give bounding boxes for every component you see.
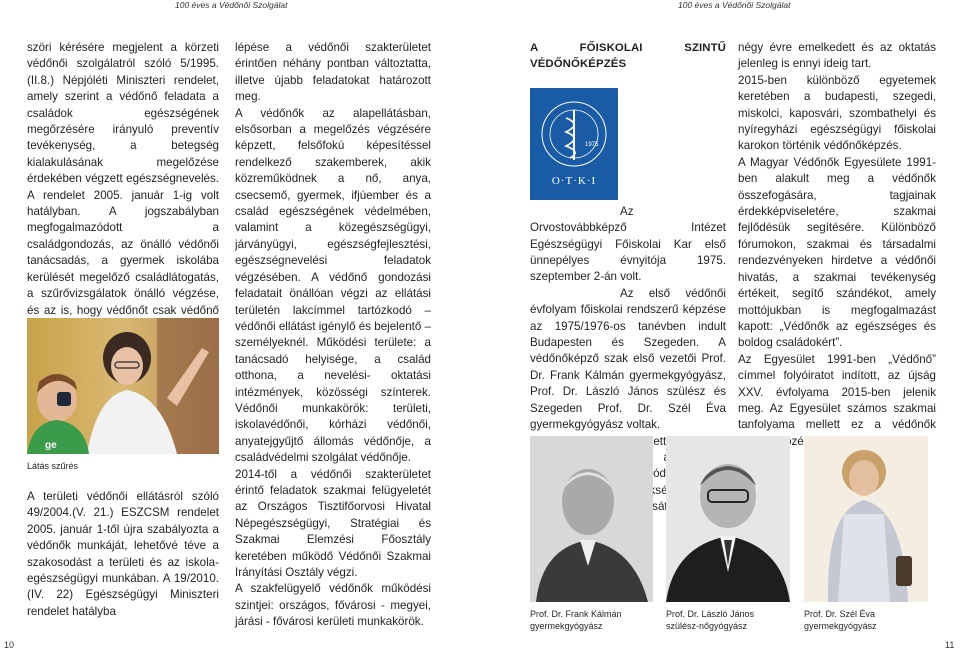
vision-screening-image: [27, 318, 219, 454]
paragraph: A Magyar Védőnők Egyesülete 1991-ben alakult meg a védőnők összefogására, tagjainak érdekképviseletére, szakmai fejlődésük segítésére. Különböző fórumokon, szakmai és társadalmi rendezvényeken hirdetve a védőnői hivatás, a szakmai tevékenység értékeit, segítő szándékot, amely mottójukban is megfogalmazást kapott: „Védőnők az egészséges és boldog családokért”.: [738, 155, 936, 350]
portrait-role: gyermekgyógyász: [804, 621, 877, 631]
portrait-name: Prof. Dr. Frank Kálmán: [530, 609, 622, 619]
otki-emblem-icon: [530, 88, 618, 200]
paragraph: szükségessé: [631, 483, 699, 497]
photo-caption: Látás szűrés: [27, 461, 79, 471]
paragraph: Az Orvostovábbképző Intézet Egészségügyi Főiskolai Kar első ünnepélyes évnyitója 1975. szeptember 2-án volt.: [530, 204, 726, 284]
portrait-image: [530, 436, 653, 602]
portrait-laszlo-janos: [666, 436, 790, 602]
portrait-image: [804, 436, 928, 602]
page-number-right: 11: [945, 640, 955, 650]
portrait-caption-2: [666, 608, 754, 632]
column-2: [235, 40, 431, 631]
paragraph: 2015-ben különböző egyetemek keretében a budapesti, szegedi, miskolci, kaposvári, szombathelyi és nyíregyházi egészségügyi főiskolai karokon történik védőnőképzés.: [738, 73, 936, 153]
logo-year: 1975: [585, 141, 599, 148]
column-4: [738, 40, 936, 450]
page-number-left: 10: [4, 640, 15, 650]
svg-text:ge: ge: [45, 440, 57, 451]
portrait-name: Prof. Dr. Szél Éva: [804, 609, 876, 619]
paragraph: A szakfelügyelő védőnők működési szintjei: országos, fővárosi - megyei, járási - fővárosi kerületi munkakörök.: [235, 582, 431, 629]
running-header-left: 100 éves a Védőnői Szolgálat: [175, 0, 288, 10]
portrait-role: gyermekgyógyász: [530, 621, 603, 631]
portrait-image: [666, 436, 790, 602]
paragraph: A területi védőnői ellátásról szóló 49/2004.(V. 21.) ESZCSM rendelet 2005. január 1-től újra szabályozta a védőnők munkáját, lehetővé téve a szakosodást a területi és az iskola-egészségügyi munkában. A 19/2010. (IV. 22) Egészségügyi Miniszteri rendelet hatályba: [27, 490, 219, 618]
vision-screening-photo: [27, 318, 219, 454]
logo-text: O·T·K·I: [551, 174, 597, 187]
running-header-right: 100 éves a Védőnői Szolgálat: [678, 0, 791, 10]
portrait-szel-eva: [804, 436, 928, 602]
otki-logo: [530, 88, 618, 200]
paragraph: 2014-től a védőnői szakterületet érintő feladatok szakmai felügyeletét az Országos Tisztifőorvosi Hivatal Népegészségügyi, Stratégiai és Szakmai Elemzési Főosztály keretében működő Védőnői Szakmai Irányítási Osztály végzi.: [235, 467, 431, 579]
portrait-role: szülész-nőgyógyász: [666, 621, 748, 631]
paragraph: Az Egyesület 1991-ben „Védőnő” címmel folyóiratot indított, az újság XXV. évfolyama 2015-ben jelenik meg. Az Egyesület számos szakmai tanfolyama mellett ez a védőnők: [738, 352, 936, 432]
paragraph: négy évre emelkedett és az oktatás jelenleg is ennyi ideig tart.: [738, 41, 936, 71]
paragraph: Az első védőnői évfolyam főiskolai rendszerű képzése az 1975/1976-os tanévben indult Budapesten és Szegeden. A védőnőképző szak első vezetői Prof. Dr. Frank Kálmán gyermekgyógyász, Prof. Dr. László János szülész és Szegeden Prof. Dr. Szél Éva gyermekgyógyász voltak.: [530, 286, 726, 432]
paragraph: A védőnők az alapellátásban, elsősorban a megelőzés végzésére képzett, felsőfokú képesítéssel rendelkező szakemberek, akik közreműködnek a nő, anya, csecsemő, gyermek, ifjúember és a család egészségének védelmében, valamint a közegészségügyi, járványügyi, egészségfejlesztési, egészségnevelési feladatok végzésében. A védőnő gondozási feladatait önállóan végzi az ellátási területén lakcímmel tartózkodó – védőnői ellátást igénylő és bejelentő – személyeknél. Működési területe: a tanácsadó helyisége, a család otthona, a nevelési- oktatási intézmények, közösségi színterek. Védőnői munkakörök: területi, iskolavédőnői, kórházi védőnői, anyatejgyűjtő állomás védőnője, a családvédelmi szolgálat védőnője.: [235, 106, 431, 465]
paragraph: szöri kérésére megjelent a körzeti védőnői szolgálatról szóló 5/1995.(II.8.) Népjóléti Miniszteri rendelet, amely szerint a védőnő feladata a családok egészségének megőrzésére irányuló preventív tevékenység, a betegség kialakulásának megelőzése érdekében végzett egészségnevelés. A rendelet 2005. január 1-ig volt hatályban. A jogszabályban megfogalmazódott a családgondozás, az önálló védőnői tanácsadás, a gyermek iskolába kerülését megelőző családlátogatás, a szűrővizsgálatok önálló végzése, és az is, hogy védőnőt csak védőnő: [27, 41, 219, 317]
column-1-bottom: [27, 489, 219, 620]
portrait-frank-kalman: [530, 436, 653, 602]
portrait-caption-3: [804, 608, 877, 632]
portrait-name: Prof. Dr. László János: [666, 609, 755, 619]
paragraph: lépése a védőnői szakterületet érintően néhány pontban változtatta, illetve újabb feladatokat határozott meg.: [235, 41, 431, 104]
portrait-caption-1: [530, 608, 622, 632]
section-title: A FŐISKOLAI SZINTŰ VÉDŐNŐKÉPZÉS: [530, 42, 726, 71]
column-1: [27, 40, 219, 335]
